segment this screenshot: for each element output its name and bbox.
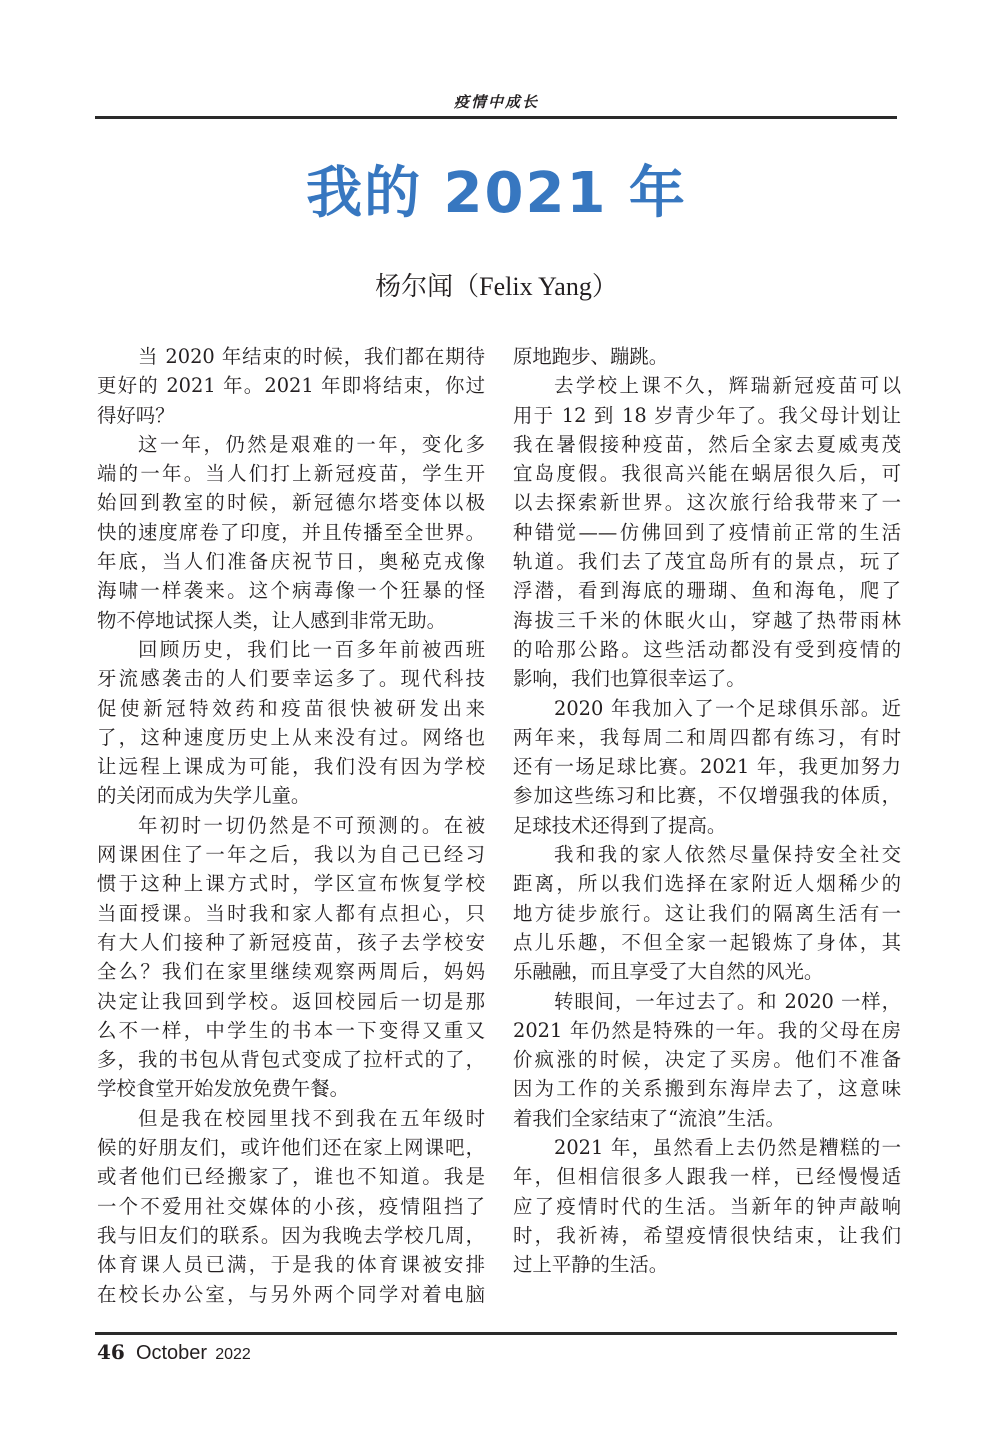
text-line: 参加这些练习和比赛，不仅增强我的体质， [513, 784, 901, 808]
text-line: 有大人们接种了新冠疫苗，孩子去学校安 [97, 930, 485, 954]
text-line: 点儿乐趣，不但全家一起锻炼了身体，其 [513, 930, 901, 954]
running-head: 疫情中成长 [453, 93, 539, 111]
text-line: 足球技术还得到了提高。 [513, 813, 727, 837]
text-line: 但是我在校园里找不到我在五年级时 [138, 1106, 485, 1130]
text-line: 的哈那公路。这些活动都没有受到疫情的 [513, 637, 901, 661]
header-rule [95, 116, 897, 119]
issue-month: October [135, 1342, 208, 1364]
text-line: 在校长办公室，与另外两个同学对着电脑 [97, 1282, 485, 1306]
text-line: 因为工作的关系搬到东海岸去了，这意味 [513, 1077, 901, 1101]
text-line: 的关闭而成为失学儿童。 [97, 784, 311, 808]
text-line: 我和我的家人依然尽量保持安全社交 [554, 843, 901, 867]
text-line: 我与旧友们的联系。因为我晚去学校几周， [97, 1223, 485, 1247]
text-line: 年底，当人们准备庆祝节日，奥秘克戎像 [97, 550, 485, 574]
text-line: 时，我祈祷，希望疫情很快结束，让我们 [513, 1223, 901, 1247]
text-line: 多，我的书包从背包式变成了拉杆式的了， [97, 1048, 485, 1072]
text-line: 年初时一切仍然是不可预测的。在被 [138, 813, 485, 837]
text-line: 去学校上课不久，辉瑞新冠疫苗可以 [554, 374, 901, 398]
text-line: 海拔三千米的休眠火山，穿越了热带雨林 [513, 608, 901, 632]
text-line: 过上平静的生活。 [513, 1253, 669, 1277]
text-line: 当面授课。当时我和家人都有点担心，只 [97, 901, 485, 925]
article-title: 我的 2021 年 [306, 161, 687, 226]
text-line: 端的一年。当人们打上新冠疫苗，学生开 [97, 462, 485, 486]
text-line: 决定让我回到学校。返回校园后一切是那 [97, 989, 485, 1013]
text-line: 以去探索新世界。这次旅行给我带来了一 [513, 491, 901, 515]
text-line: 候的好朋友们，或许他们还在家上网课吧， [97, 1136, 485, 1160]
page-footer [97, 1339, 251, 1365]
text-line: 回顾历史，我们比一百多年前被西班 [138, 637, 485, 661]
text-line: 距离，所以我们选择在家附近人烟稀少的 [513, 872, 901, 896]
text-line: 宜岛度假。我很高兴能在蜗居很久后，可 [513, 462, 901, 486]
text-line: 或者他们已经搬家了，谁也不知道。我是 [97, 1165, 485, 1189]
issue-year: 2022 [215, 1346, 251, 1363]
text-line: 2020 年我加入了一个足球俱乐部。近 [554, 696, 901, 720]
text-line: 牙流感袭击的人们要幸运多了。现代科技 [97, 667, 485, 691]
text-line: 了，这种速度历史上从来没有过。网络也 [97, 725, 485, 749]
text-line: 年，但相信很多人跟我一样，已经慢慢适 [513, 1165, 901, 1189]
text-line: 种错觉——仿佛回到了疫情前正常的生活 [513, 520, 901, 544]
body-column-right [513, 342, 903, 1280]
text-line: 影响，我们也算很幸运了。 [513, 667, 746, 691]
text-line: 用于 12 到 18 岁青少年了。我父母计划让 [513, 403, 901, 427]
text-line: 转眼间，一年过去了。和 2020 一样， [554, 989, 901, 1013]
text-line: 地方徒步旅行。这让我们的隔离生活有一 [513, 901, 901, 925]
text-line: 快的速度席卷了印度，并且传播至全世界。 [97, 520, 485, 544]
text-line: 网课困住了一年之后，我以为自己已经习 [97, 843, 485, 867]
text-line: 浮潜，看到海底的珊瑚、鱼和海龟，爬了 [513, 579, 901, 603]
text-line: 着我们全家结束了“流浪”生活。 [513, 1106, 785, 1130]
text-line: 价疯涨的时候，决定了买房。他们不准备 [513, 1048, 901, 1072]
article-author: 杨尔闻（Felix Yang） [375, 272, 618, 301]
body-column-left [97, 342, 487, 1309]
text-line: 促使新冠特效药和疫苗很快被研发出来 [97, 696, 485, 720]
text-line: 一个不爱用社交媒体的小孩，疫情阻挡了 [97, 1194, 485, 1218]
text-line: 始回到教室的时候，新冠德尔塔变体以极 [97, 491, 485, 515]
page-number: 46 [97, 1340, 125, 1364]
text-line: 更好的 2021 年。2021 年即将结束，你过 [97, 374, 485, 398]
text-line: 体育课人员已满，于是我的体育课被安排 [97, 1253, 485, 1277]
text-line: 轨道。我们去了茂宜岛所有的景点，玩了 [513, 550, 901, 574]
text-line: 当 2020 年结束的时候，我们都在期待 [138, 345, 485, 368]
text-line: 让远程上课成为可能，我们没有因为学校 [97, 755, 485, 779]
text-line: 2021 年仍然是特殊的一年。我的父母在房 [513, 1018, 901, 1042]
text-line: 海啸一样袭来。这个病毒像一个狂暴的怪 [97, 579, 485, 603]
text-line: 么不一样，中学生的书本一下变得又重又 [97, 1018, 485, 1042]
text-line: 学校食堂开始发放免费午餐。 [97, 1077, 350, 1101]
footer-rule [95, 1332, 897, 1335]
text-line: 这一年，仍然是艰难的一年，变化多 [138, 432, 485, 456]
text-line: 惯于这种上课方式时，学区宣布恢复学校 [97, 872, 485, 896]
text-line: 得好吗？ [97, 403, 175, 427]
text-line: 乐融融，而且享受了大自然的风光。 [513, 960, 824, 984]
text-line: 物不停地试探人类，让人感到非常无助。 [97, 608, 447, 632]
text-line: 两年来，我每周二和周四都有练习，有时 [513, 725, 901, 749]
text-line: 全么？我们在家里继续观察两周后，妈妈 [97, 960, 485, 984]
text-line: 应了疫情时代的生活。当新年的钟声敲响 [513, 1194, 901, 1218]
text-line: 2021 年，虽然看上去仍然是糟糕的一 [554, 1136, 901, 1160]
text-line: 还有一场足球比赛。2021 年，我更加努力 [513, 755, 901, 779]
text-line: 原地跑步、蹦跳。 [513, 345, 669, 368]
text-line: 我在暑假接种疫苗，然后全家去夏威夷茂 [513, 432, 901, 456]
